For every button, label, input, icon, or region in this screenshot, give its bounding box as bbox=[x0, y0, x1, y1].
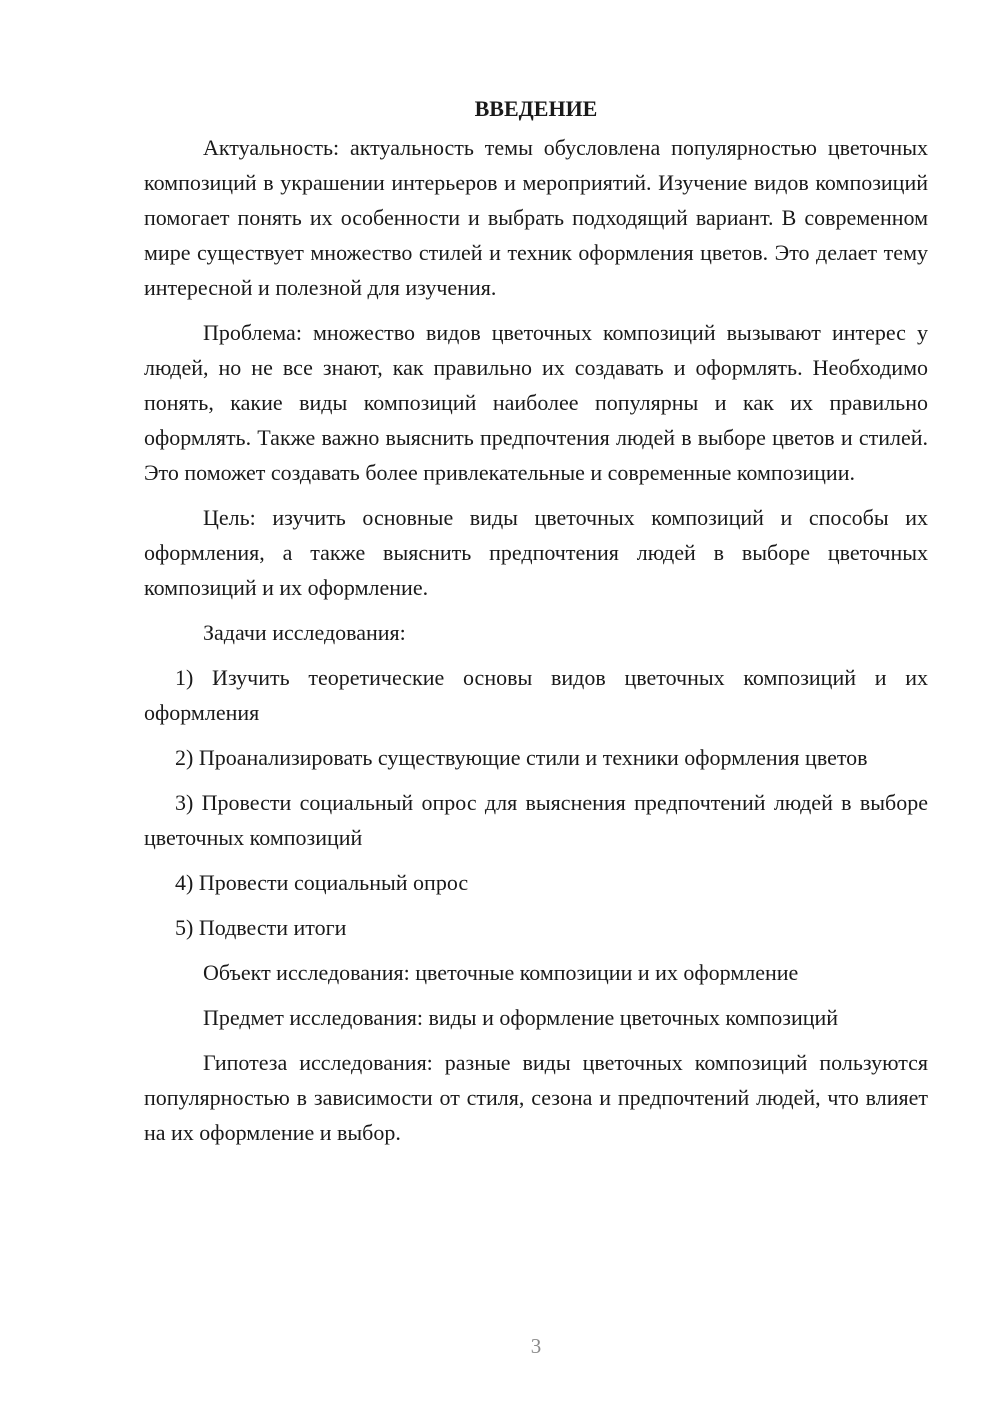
task-item-2: 2) Проанализировать существующие стили и техники оформления цветов bbox=[175, 745, 868, 770]
subject-paragraph: Предмет исследования: виды и оформление цветочных композиций bbox=[203, 1005, 839, 1030]
task-item-4: 4) Провести социальный опрос bbox=[175, 870, 469, 895]
tasks-title: Задачи исследования: bbox=[203, 620, 406, 645]
document-body bbox=[144, 91, 928, 1150]
tasks-list bbox=[144, 660, 928, 945]
task-item-3: 3) Провести социальный опрос для выяснения предпочтений людей в выборе цветочных композиций bbox=[144, 790, 928, 850]
problem-paragraph: Проблема: множество видов цветочных композиций вызывают интерес у людей, но не все знают, как правильно их создавать и оформлять. Необходимо понять, какие виды композиций наиболее популярны и как их правильно оформлять. Также важно выяснить предпочтения людей в выборе цветов и стилей. Это поможет создавать более привлекательные и современные композиции. bbox=[144, 320, 928, 485]
object-paragraph: Объект исследования: цветочные композиции и их оформление bbox=[203, 960, 799, 985]
goal-paragraph: Цель: изучить основные виды цветочных композиций и способы их оформления, а также выяснить предпочтения людей в выборе цветочных композиций и их оформление. bbox=[144, 505, 928, 600]
task-item-5: 5) Подвести итоги bbox=[175, 915, 347, 940]
page-number: 3 bbox=[530, 1334, 542, 1358]
task-item-1: 1) Изучить теоретические основы видов цветочных композиций и их оформления bbox=[144, 665, 928, 725]
section-heading: ВВЕДЕНИЕ bbox=[474, 96, 598, 121]
relevance-paragraph: Актуальность: актуальность темы обусловлена популярностью цветочных композиций в украшении интерьеров и мероприятий. Изучение видов композиций помогает понять их особенности и выбрать подходящий вариант. В современном мире существует множество стилей и техник оформления цветов. Это делает тему интересной и полезной для изучения. bbox=[144, 135, 928, 300]
hypothesis-paragraph: Гипотеза исследования: разные виды цветочных композиций пользуются популярностью в зависимости от стиля, сезона и предпочтений людей, что влияет на их оформление и выбор. bbox=[144, 1050, 928, 1145]
